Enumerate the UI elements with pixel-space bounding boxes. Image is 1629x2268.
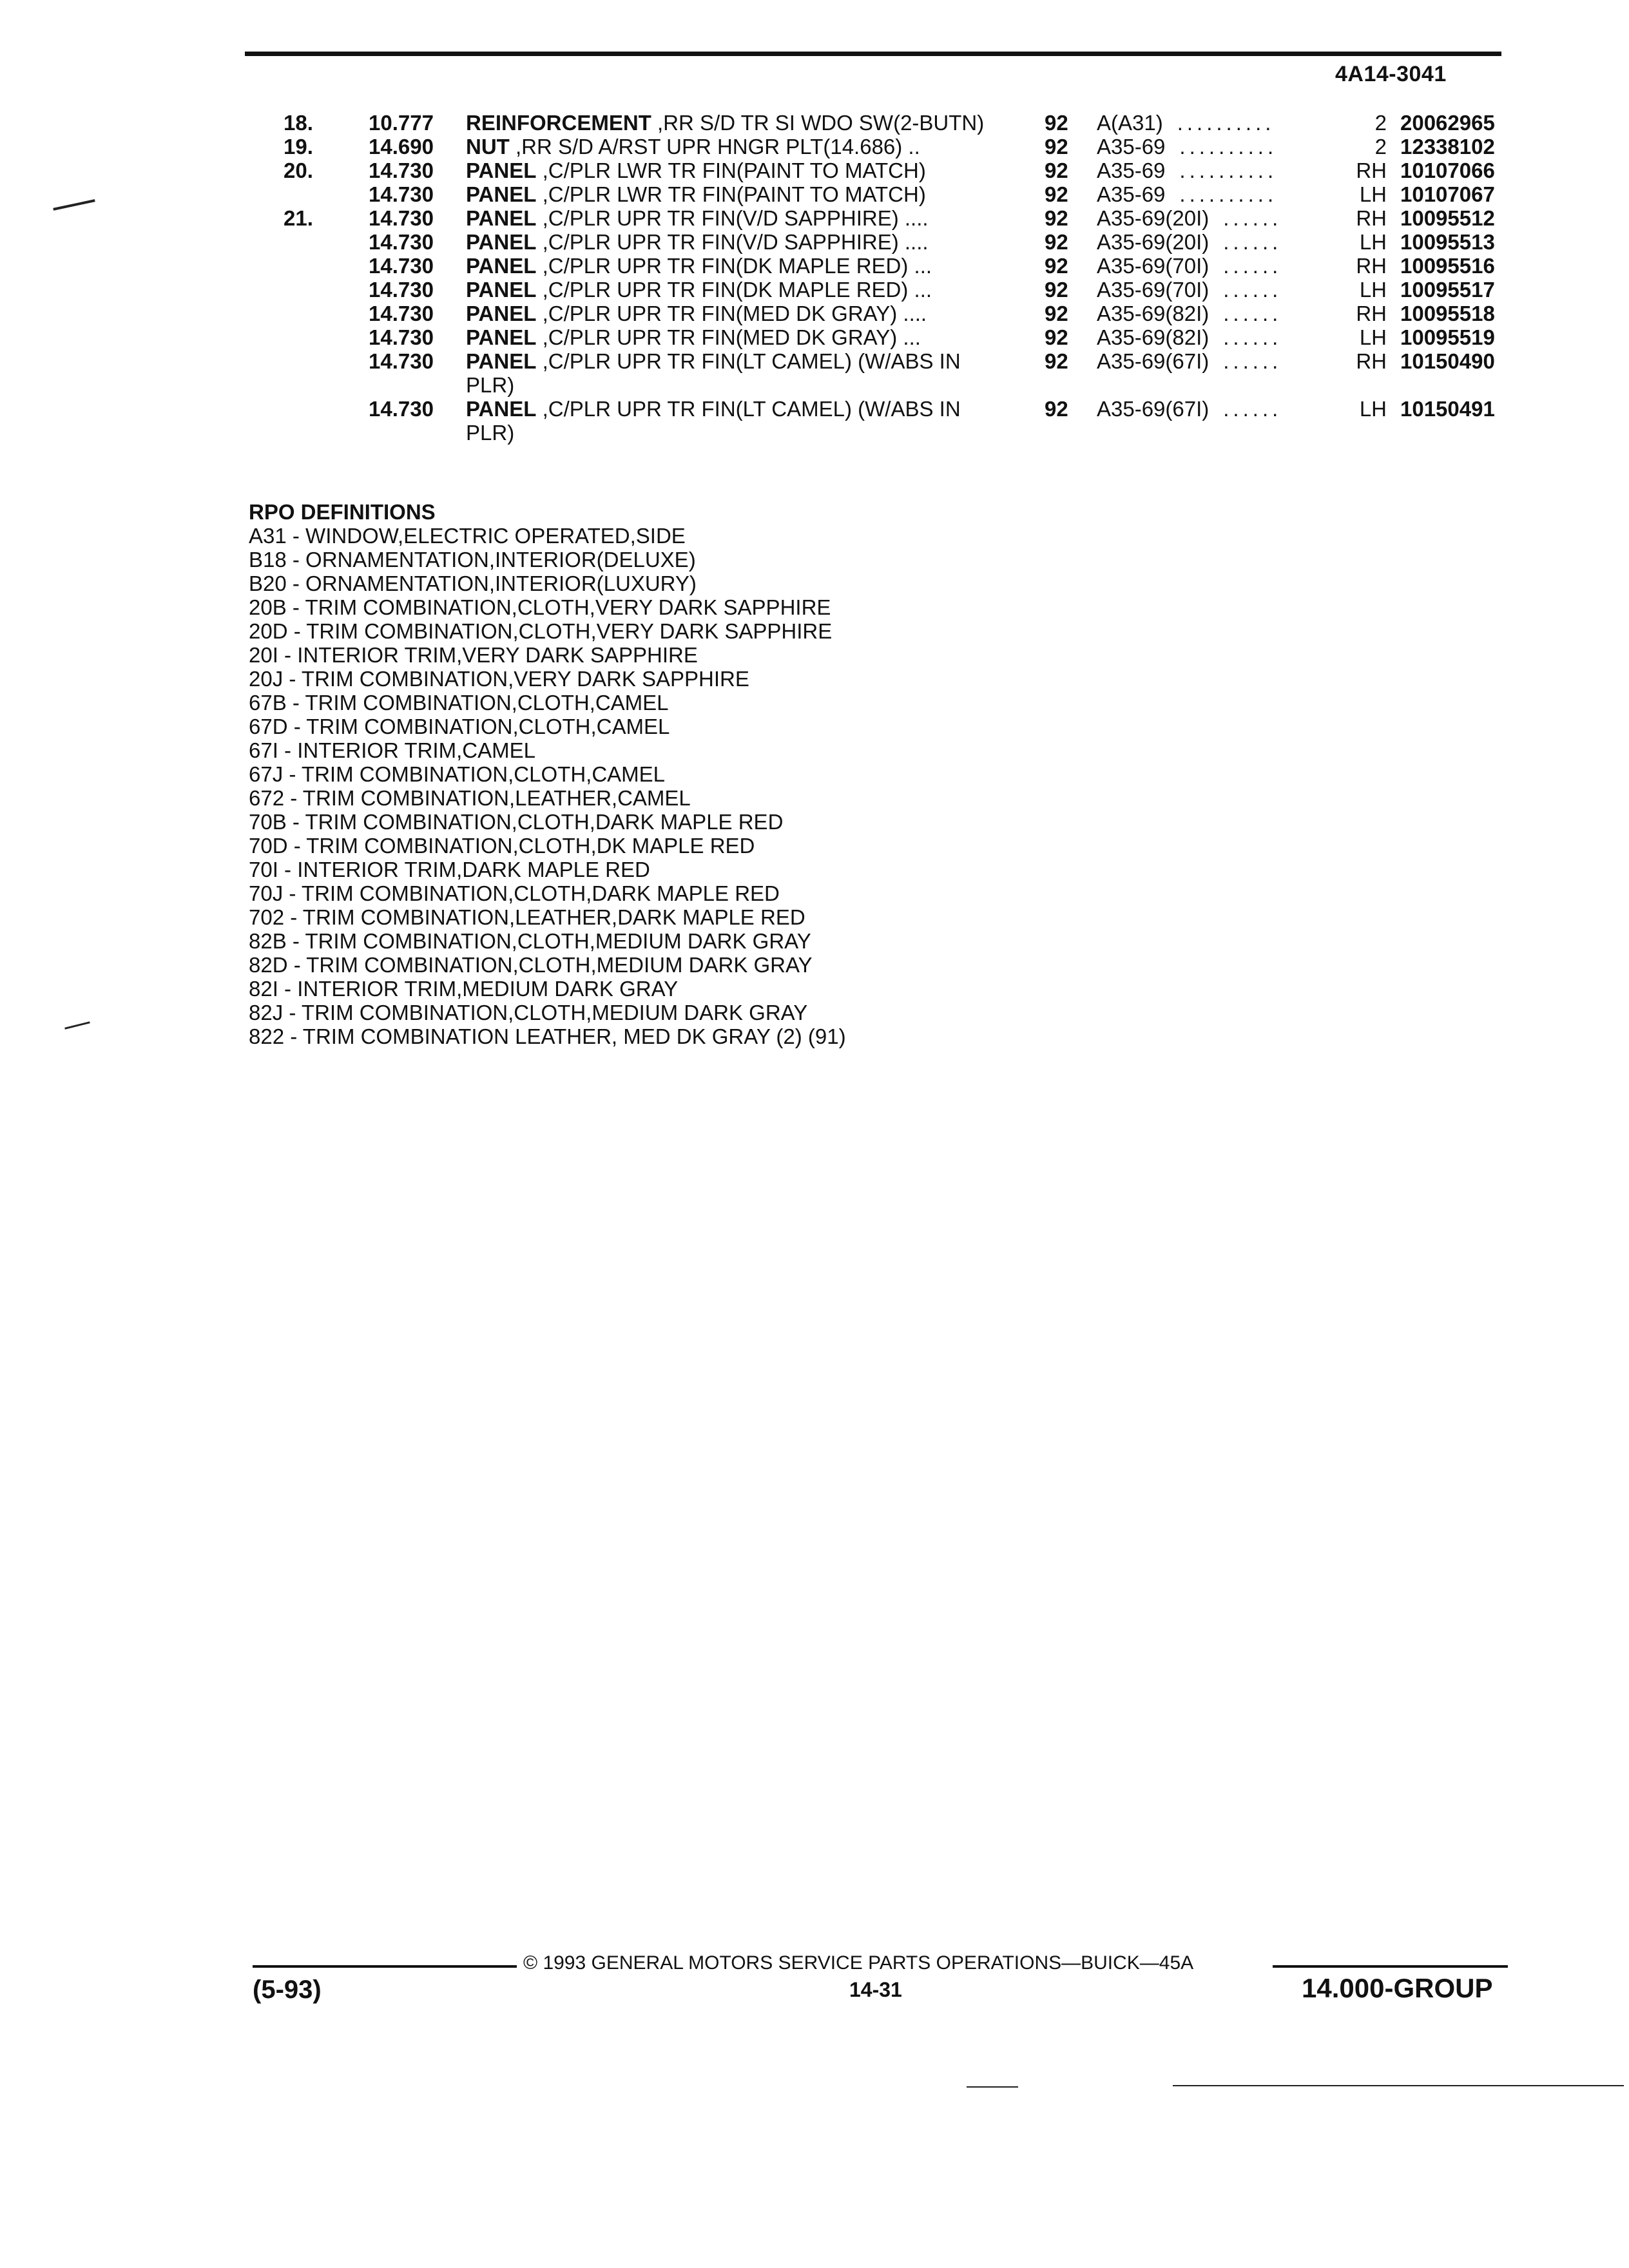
part-row <box>284 302 1508 325</box>
part-number: 12338102 <box>1400 135 1495 159</box>
quantity: RH <box>1356 349 1387 373</box>
group-number: 14.730 <box>369 397 434 421</box>
group-number: 14.730 <box>369 325 434 349</box>
part-detail: ,C/PLR UPR TR FIN(V/D SAPPHIRE) .... <box>536 206 929 230</box>
quantity: LH <box>1359 230 1387 254</box>
usage-code: A35-69(70I) <box>1097 278 1210 302</box>
dot-leader: .......... <box>1177 111 1275 135</box>
model-year: 92 <box>1045 111 1068 135</box>
part-keyword: PANEL <box>466 302 537 325</box>
group-number: 14.730 <box>369 254 434 278</box>
part-number: 10107067 <box>1400 182 1495 206</box>
part-description <box>466 206 1007 230</box>
scan-mark <box>1173 2085 1624 2086</box>
dot-leader: ...... <box>1223 206 1282 230</box>
dot-leader: ...... <box>1223 230 1282 254</box>
rpo-item: 20J - TRIM COMBINATION,VERY DARK SAPPHIRE <box>249 667 749 691</box>
part-keyword: PANEL <box>466 254 537 278</box>
group-number: 14.730 <box>369 206 434 230</box>
rpo-item: 70I - INTERIOR TRIM,DARK MAPLE RED <box>249 858 650 881</box>
part-keyword: PANEL <box>466 278 537 302</box>
model-year: 92 <box>1045 278 1068 302</box>
usage-code: A35-69(67I) <box>1097 397 1210 421</box>
footer-left-rule <box>253 1965 517 1968</box>
model-year: 92 <box>1045 254 1068 278</box>
part-description <box>466 111 1007 135</box>
usage-code: A35-69(67I) <box>1097 349 1210 373</box>
dot-leader: ...... <box>1223 397 1282 421</box>
part-detail: ,C/PLR LWR TR FIN(PAINT TO MATCH) <box>536 182 926 206</box>
rpo-item: 70D - TRIM COMBINATION,CLOTH,DK MAPLE RED <box>249 834 755 858</box>
quantity: LH <box>1359 182 1387 206</box>
item-number: 20. <box>284 159 313 182</box>
part-row <box>284 182 1508 206</box>
part-keyword: PANEL <box>466 159 537 182</box>
rpo-item: 70J - TRIM COMBINATION,CLOTH,DARK MAPLE RED <box>249 881 780 905</box>
part-number: 10107066 <box>1400 159 1495 182</box>
usage-code: A35-69(82I) <box>1097 302 1210 325</box>
part-detail: ,C/PLR UPR TR FIN(DK MAPLE RED) ... <box>536 254 932 278</box>
rpo-list <box>249 524 1086 1048</box>
group-number: 14.730 <box>369 182 434 206</box>
part-keyword: PANEL <box>466 349 537 373</box>
scan-mark <box>64 1021 90 1030</box>
rpo-item: 672 - TRIM COMBINATION,LEATHER,CAMEL <box>249 786 691 810</box>
part-detail: ,C/PLR UPR TR FIN(LT CAMEL) (W/ABS IN PLR) <box>466 349 961 397</box>
parts-table <box>284 111 1508 445</box>
dot-leader: ...... <box>1223 254 1282 278</box>
part-number: 10095513 <box>1400 230 1495 254</box>
part-description <box>466 159 1007 182</box>
rpo-item: 20B - TRIM COMBINATION,CLOTH,VERY DARK SAPPHIRE <box>249 595 831 619</box>
group-label: 14.000-GROUP <box>1302 1973 1493 2003</box>
part-detail: ,C/PLR UPR TR FIN(MED DK GRAY) ... <box>536 325 921 349</box>
page-number: 14-31 <box>849 1978 902 2001</box>
group-number: 14.730 <box>369 230 434 254</box>
part-number: 10095516 <box>1400 254 1495 278</box>
quantity: RH <box>1356 254 1387 278</box>
model-year: 92 <box>1045 159 1068 182</box>
item-number: 19. <box>284 135 313 159</box>
dot-leader: .......... <box>1179 135 1278 159</box>
part-number: 10095519 <box>1400 325 1495 349</box>
item-number: 18. <box>284 111 313 135</box>
dot-leader: ...... <box>1223 325 1282 349</box>
part-keyword: NUT <box>466 135 510 159</box>
part-description <box>466 397 1007 445</box>
part-description <box>466 135 1007 159</box>
part-detail: ,C/PLR UPR TR FIN(LT CAMEL) (W/ABS IN PLR) <box>466 397 961 445</box>
quantity: RH <box>1356 159 1387 182</box>
rpo-item: 20I - INTERIOR TRIM,VERY DARK SAPPHIRE <box>249 643 698 667</box>
rpo-item: 67B - TRIM COMBINATION,CLOTH,CAMEL <box>249 691 669 715</box>
part-detail: ,RR S/D A/RST UPR HNGR PLT(14.686) .. <box>509 135 920 159</box>
copyright-notice: © 1993 GENERAL MOTORS SERVICE PARTS OPERATIONS—BUICK—45A <box>523 1952 1194 1974</box>
part-keyword: PANEL <box>466 206 537 230</box>
part-row <box>284 159 1508 182</box>
rpo-item: A31 - WINDOW,ELECTRIC OPERATED,SIDE <box>249 524 686 548</box>
revision-date: (5-93) <box>253 1975 322 2004</box>
usage-code: A35-69 <box>1097 159 1166 182</box>
rpo-item: 82D - TRIM COMBINATION,CLOTH,MEDIUM DARK GRAY <box>249 953 813 977</box>
model-year: 92 <box>1045 135 1068 159</box>
rpo-item: 70B - TRIM COMBINATION,CLOTH,DARK MAPLE RED <box>249 810 784 834</box>
part-detail: ,C/PLR UPR TR FIN(V/D SAPPHIRE) .... <box>536 230 929 254</box>
part-description <box>466 230 1007 254</box>
usage-code: A35-69 <box>1097 182 1166 206</box>
part-description <box>466 254 1007 278</box>
item-number: 21. <box>284 206 313 230</box>
part-number: 20062965 <box>1400 111 1495 135</box>
part-number: 10150490 <box>1400 349 1495 373</box>
quantity: 2 <box>1374 135 1387 159</box>
rpo-item: 82J - TRIM COMBINATION,CLOTH,MEDIUM DARK GRAY <box>249 1001 808 1024</box>
usage-code: A35-69(20I) <box>1097 230 1210 254</box>
rpo-item: B20 - ORNAMENTATION,INTERIOR(LUXURY) <box>249 572 697 595</box>
part-keyword: PANEL <box>466 397 537 421</box>
usage-code: A35-69(82I) <box>1097 325 1210 349</box>
scan-mark <box>967 2086 1018 2088</box>
rpo-item: B18 - ORNAMENTATION,INTERIOR(DELUXE) <box>249 548 696 572</box>
group-number: 14.690 <box>369 135 434 159</box>
part-description <box>466 302 1007 325</box>
part-row <box>284 397 1508 445</box>
rpo-definitions <box>249 500 1086 1048</box>
part-detail: ,C/PLR UPR TR FIN(MED DK GRAY) .... <box>536 302 927 325</box>
rpo-item: 67J - TRIM COMBINATION,CLOTH,CAMEL <box>249 762 666 786</box>
quantity: RH <box>1356 302 1387 325</box>
part-row <box>284 349 1508 397</box>
part-keyword: PANEL <box>466 325 537 349</box>
dot-leader: ...... <box>1223 278 1282 302</box>
dot-leader: ...... <box>1223 302 1282 325</box>
usage-code: A35-69 <box>1097 135 1166 159</box>
dot-leader: .......... <box>1179 159 1278 182</box>
rpo-item: 67D - TRIM COMBINATION,CLOTH,CAMEL <box>249 715 670 738</box>
group-number: 14.730 <box>369 159 434 182</box>
part-detail: ,C/PLR UPR TR FIN(DK MAPLE RED) ... <box>536 278 932 302</box>
part-row <box>284 206 1508 230</box>
model-year: 92 <box>1045 349 1068 373</box>
quantity: LH <box>1359 325 1387 349</box>
rpo-item: 20D - TRIM COMBINATION,CLOTH,VERY DARK SAPPHIRE <box>249 619 833 643</box>
quantity: RH <box>1356 206 1387 230</box>
group-number: 14.730 <box>369 349 434 373</box>
part-number: 10095518 <box>1400 302 1495 325</box>
scan-mark <box>53 199 95 211</box>
part-row <box>284 111 1508 135</box>
model-year: 92 <box>1045 206 1068 230</box>
footer-right-rule <box>1273 1965 1508 1968</box>
model-year: 92 <box>1045 302 1068 325</box>
part-number: 10095512 <box>1400 206 1495 230</box>
part-number: 10095517 <box>1400 278 1495 302</box>
model-year: 92 <box>1045 230 1068 254</box>
quantity: 2 <box>1374 111 1387 135</box>
dot-leader: .......... <box>1179 182 1278 206</box>
model-year: 92 <box>1045 397 1068 421</box>
page-code: 4A14-3041 <box>1335 62 1447 86</box>
part-row <box>284 135 1508 159</box>
model-year: 92 <box>1045 182 1068 206</box>
part-row <box>284 230 1508 254</box>
part-number: 10150491 <box>1400 397 1495 421</box>
usage-code: A(A31) <box>1097 111 1163 135</box>
part-detail: ,C/PLR LWR TR FIN(PAINT TO MATCH) <box>536 159 926 182</box>
rpo-item: 82I - INTERIOR TRIM,MEDIUM DARK GRAY <box>249 977 679 1001</box>
part-keyword: PANEL <box>466 230 537 254</box>
dot-leader: ...... <box>1223 349 1282 373</box>
usage-code: A35-69(20I) <box>1097 206 1210 230</box>
part-description <box>466 325 1007 349</box>
part-keyword: PANEL <box>466 182 537 206</box>
group-number: 10.777 <box>369 111 434 135</box>
part-row <box>284 278 1508 302</box>
usage-code: A35-69(70I) <box>1097 254 1210 278</box>
rpo-item: 702 - TRIM COMBINATION,LEATHER,DARK MAPLE RED <box>249 905 805 929</box>
group-number: 14.730 <box>369 302 434 325</box>
header-rule <box>245 52 1501 56</box>
rpo-title: RPO DEFINITIONS <box>249 500 436 524</box>
part-row <box>284 325 1508 349</box>
rpo-item: 822 - TRIM COMBINATION LEATHER, MED DK GRAY (2) (91) <box>249 1024 846 1048</box>
part-description <box>466 278 1007 302</box>
part-keyword: REINFORCEMENT <box>466 111 651 135</box>
part-description <box>466 349 1007 397</box>
rpo-item: 67I - INTERIOR TRIM,CAMEL <box>249 738 535 762</box>
quantity: LH <box>1359 397 1387 421</box>
rpo-item: 82B - TRIM COMBINATION,CLOTH,MEDIUM DARK GRAY <box>249 929 811 953</box>
part-row <box>284 254 1508 278</box>
group-number: 14.730 <box>369 278 434 302</box>
quantity: LH <box>1359 278 1387 302</box>
model-year: 92 <box>1045 325 1068 349</box>
part-description <box>466 182 1007 206</box>
part-detail: ,RR S/D TR SI WDO SW(2-BUTN) <box>651 111 985 135</box>
